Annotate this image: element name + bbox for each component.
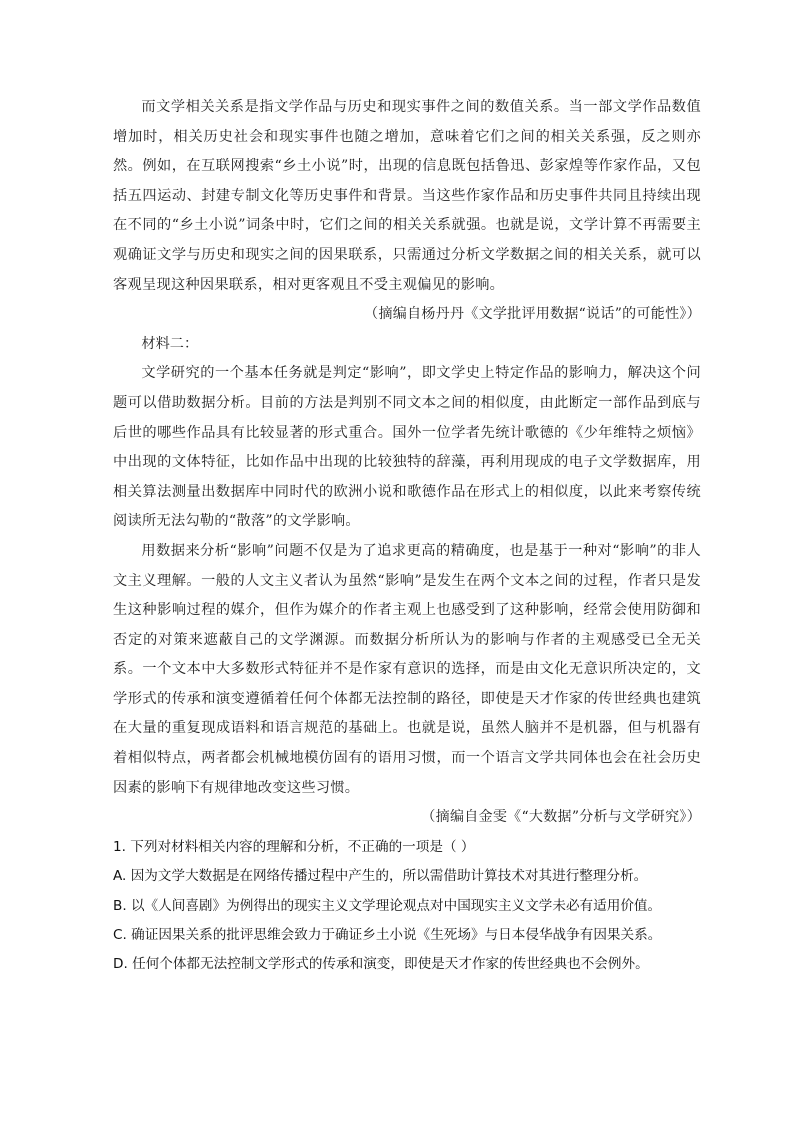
material1-source: （摘编自杨丹丹《文学批评用数据“说话”的可能性》） — [364, 306, 701, 323]
material1-paragraph: 而文学相关关系是指文学作品与历史和现实事件之间的数值关系。当一部文学作品数值增加时，相关历史社会和现实事件也随之增加，意味着它们之间的相关关系强，反之则亦然。例如，在互联网搜索“乡土小说”时，出现的信息既包括鲁迅、彭家煌等作家作品，又包括五四运动、封建专制文化等历史事件和背景。当这些作家作品和历史事件共同且持续出现在不同的“乡土小说”词条中时，它们之间的相关关系就强。也就是说，文学计算不再需要主观确证文学与历史和现实之间的因果联系，只需通过分析文学数据之间的相关关系，就可以客观呈现这种因果联系，相对更客观且不受主观偏见的影响。 — [113, 99, 701, 293]
material2-paragraph-1: 文学研究的一个基本任务就是判定“影响”，即文学史上特定作品的影响力，解决这个问题可以借助数据分析。目前的方法是判别不同文本之间的相似度，由此断定一部作品到底与后世的哪些作品具有比较显著的形式重合。国外一位学者先统计歌德的《少年维特之烦恼》中出现的文体特征，比如作品中出现的比较独特的辞藻，再利用现成的电子文学数据库，用相关算法测量出数据库中同时代的欧洲小说和歌德作品在形式上的相似度，以此来考察传统阅读所无法勾勒的“散落”的文学影响。 — [113, 365, 701, 530]
question-stem: 1. 下列对材料相关内容的理解和分析，不正确的一项是（ ） — [113, 838, 475, 855]
option-a: A. 因为文学大数据是在网络传播过程中产生的，所以需借助计算技术对其进行整理分析。 — [113, 868, 648, 885]
option-d: D. 任何个体都无法控制文学形式的传承和演变，即使是天才作家的传世经典也不会例外。 — [113, 956, 649, 973]
option-b: B. 以《人间喜剧》为例得出的现实主义文学理论观点对中国现实主义文学未必有适用价值。 — [113, 897, 662, 914]
document-page — [113, 93, 701, 980]
material2-paragraph-2: 用数据来分析“影响”问题不仅是为了追求更高的精确度，也是基于一种对“影响”的非人文主义理解。一般的人文主义者认为虽然“影响”是发生在两个文本之间的过程，作者只是发生这种影响过程的媒介，但作为媒介的作者主观上也感受到了这种影响，经常会使用防御和否定的对策来遮蔽自己的文学渊源。而数据分析所认为的影响与作者的主观感受已全无关系。一个文本中大多数形式特征并不是作家有意识的选择，而是由文化无意识所决定的，文学形式的传承和演变遵循着任何个体都无法控制的路径，即使是天才作家的传世经典也建筑在大量的重复现成语料和语言规范的基础上。也就是说，虽然人脑并不是机器，但与机器有着相似特点，两者都会机械地模仿固有的语用习惯，而一个语言文学共同体也会在社会历史因素的影响下有规律地改变这些习惯。 — [113, 542, 701, 796]
option-c: C. 确证因果关系的批评思维会致力于确证乡土小说《生死场》与日本侵华战争有因果关系。 — [113, 927, 662, 944]
material2-heading: 材料二： — [141, 335, 199, 352]
material2-source: （摘编自金雯《“大数据”分析与文学研究》） — [421, 809, 701, 826]
